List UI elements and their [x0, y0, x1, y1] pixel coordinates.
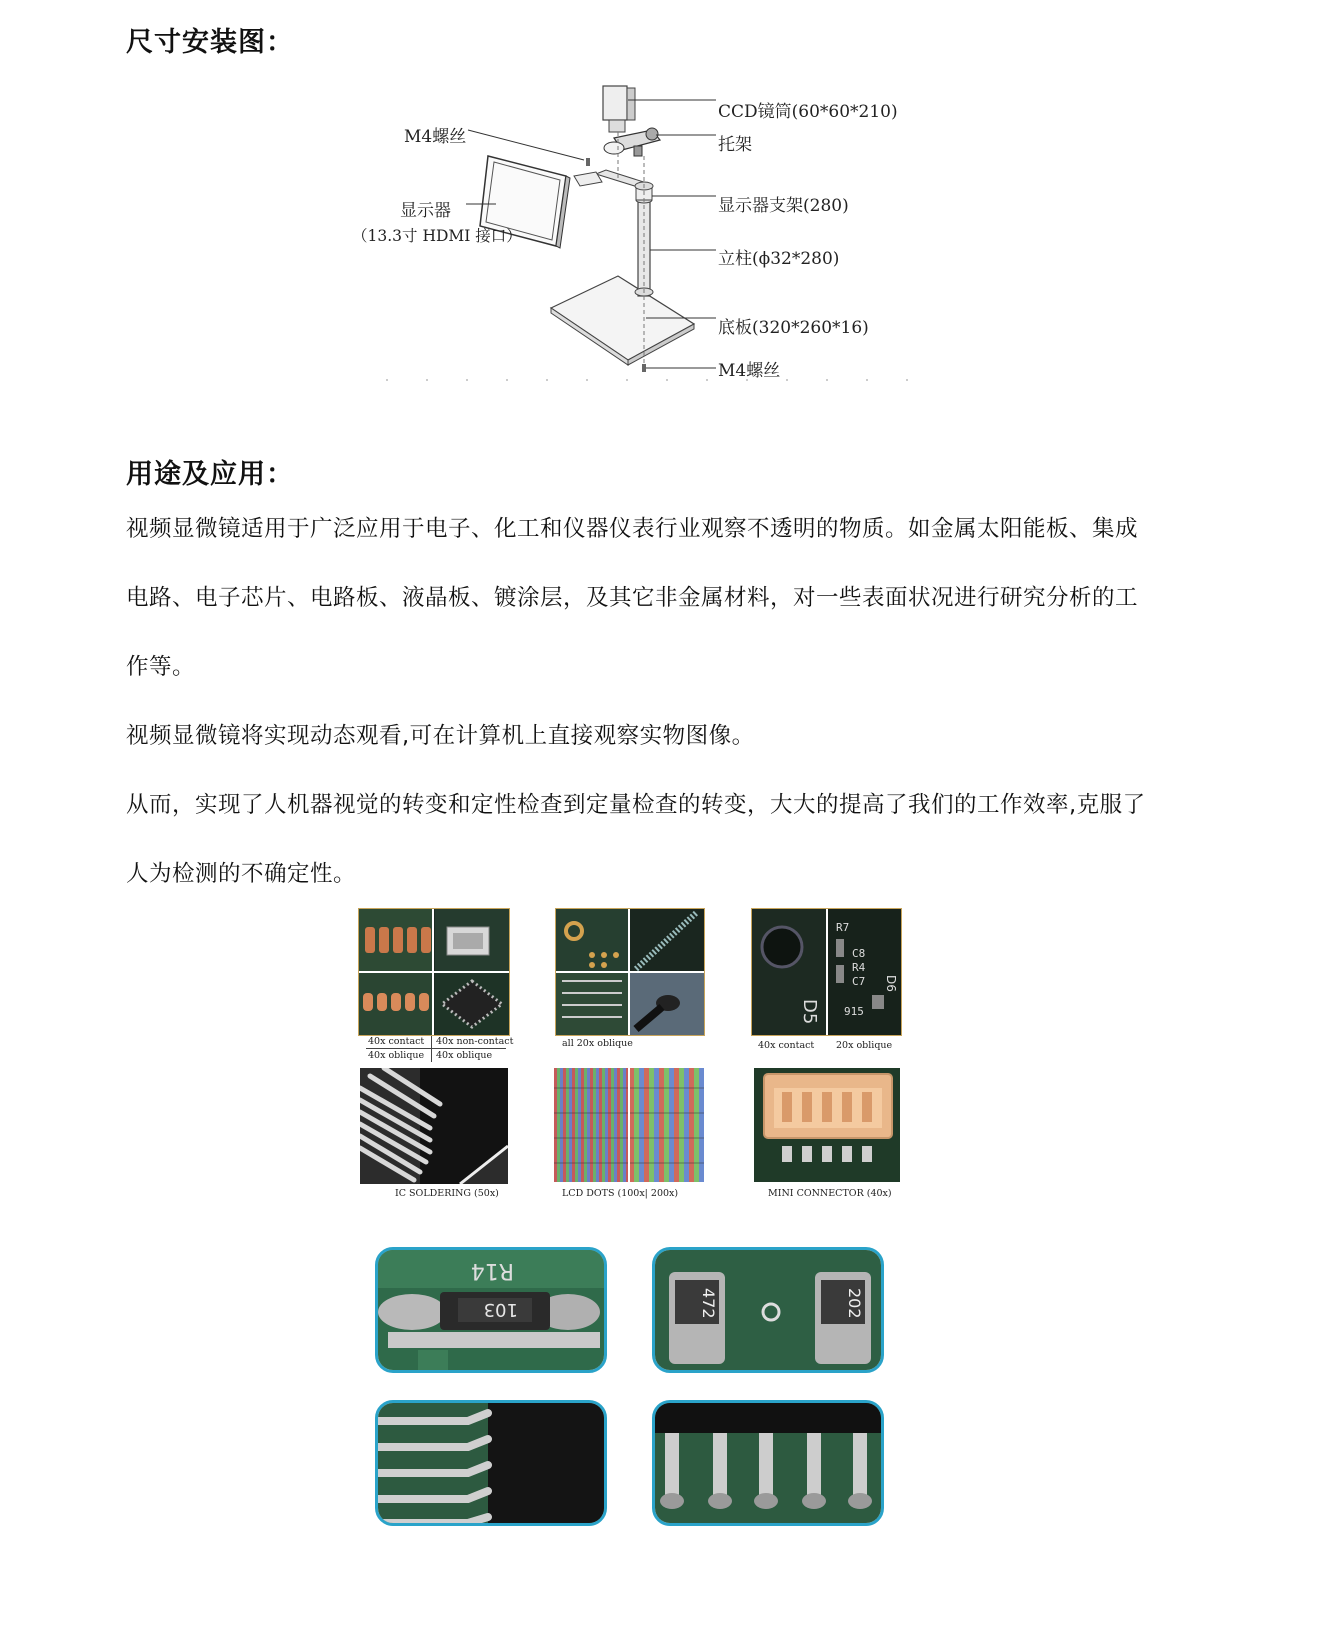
section-title-install: 尺寸安装图： — [126, 27, 294, 58]
caption-divider — [366, 1048, 506, 1049]
sample-image-tile-1 — [358, 908, 510, 1036]
caption: 40x contact — [368, 1036, 425, 1047]
caption: 40x contact — [758, 1040, 815, 1051]
photo-ic-pins-front — [652, 1400, 884, 1526]
paragraph-line: 视频显微镜适用于广泛应用于电子、化工和仪器仪表行业观察不透明的物质。如金属太阳能板、集成 — [126, 516, 1139, 542]
svg-text:915: 915 — [844, 1005, 864, 1018]
caption: 40x non-contact — [436, 1036, 514, 1047]
paragraph-line: 人为检测的不确定性。 — [126, 861, 357, 887]
sample-image-tile-3 — [751, 908, 902, 1036]
label-monitor-spec: （13.3寸 HDMI 接口） — [352, 227, 522, 245]
svg-text:C7: C7 — [852, 975, 866, 988]
paragraph-line: 从而，实现了人机器视觉的转变和定性检查到定量检查的转变，大大的提高了我们的工作效率,克服了 — [126, 792, 1146, 818]
ccd-tube — [603, 86, 627, 120]
caption-divider — [431, 1036, 432, 1062]
svg-text:C8: C8 — [852, 947, 866, 960]
svg-text:R4: R4 — [852, 961, 866, 974]
caption: all 20x oblique — [562, 1038, 633, 1049]
label-m4-screw-bottom: M4螺丝 — [718, 361, 781, 381]
label-monitor-stand: 显示器支架(280) — [718, 196, 849, 216]
caption: IC SOLDERING (50x) — [395, 1188, 499, 1199]
label-ccd-tube: CCD镜筒(60*60*210) — [718, 102, 898, 122]
sample-image-ic-soldering — [360, 1068, 508, 1184]
sample-image-lcd-dots — [554, 1068, 704, 1182]
svg-text:202: 202 — [845, 1288, 864, 1319]
svg-text:D6: D6 — [884, 975, 898, 992]
paragraph-usage — [126, 495, 1216, 909]
caption: LCD DOTS (100x| 200x) — [562, 1188, 679, 1199]
caption: 40x oblique — [368, 1050, 425, 1061]
label-bracket: 托架 — [718, 135, 752, 155]
svg-text:R7: R7 — [836, 921, 850, 934]
paragraph-line: 视频显微镜将实现动态观看,可在计算机上直接观察实物图像。 — [126, 723, 755, 749]
svg-text:103: 103 — [483, 1299, 518, 1320]
photo-resistor-r14 — [375, 1247, 607, 1373]
label-column: 立柱(ϕ32*280) — [718, 249, 840, 269]
label-base: 底板(320*260*16) — [718, 318, 869, 338]
photo-smd-resistors — [652, 1247, 884, 1373]
paragraph-line: 电路、电子芯片、电路板、液晶板、镀涂层，及其它非金属材料，对一些表面状况进行研究分析的工 — [126, 585, 1139, 611]
svg-text:472: 472 — [699, 1288, 718, 1319]
sample-image-tile-2 — [555, 908, 705, 1036]
svg-text:R14: R14 — [470, 1258, 514, 1283]
sample-image-mini-connector — [754, 1068, 900, 1182]
section-title-usage: 用途及应用： — [126, 459, 294, 490]
label-m4-screw-top: M4螺丝 — [404, 127, 467, 147]
label-monitor: 显示器 — [400, 201, 451, 221]
caption: MINI CONNECTOR (40x) — [768, 1188, 892, 1199]
caption: 20x oblique — [836, 1040, 893, 1051]
paragraph-line: 作等。 — [126, 654, 196, 680]
svg-text:D5: D5 — [799, 999, 820, 1025]
photo-ic-pins-side — [375, 1400, 607, 1526]
caption: 40x oblique — [436, 1050, 493, 1061]
